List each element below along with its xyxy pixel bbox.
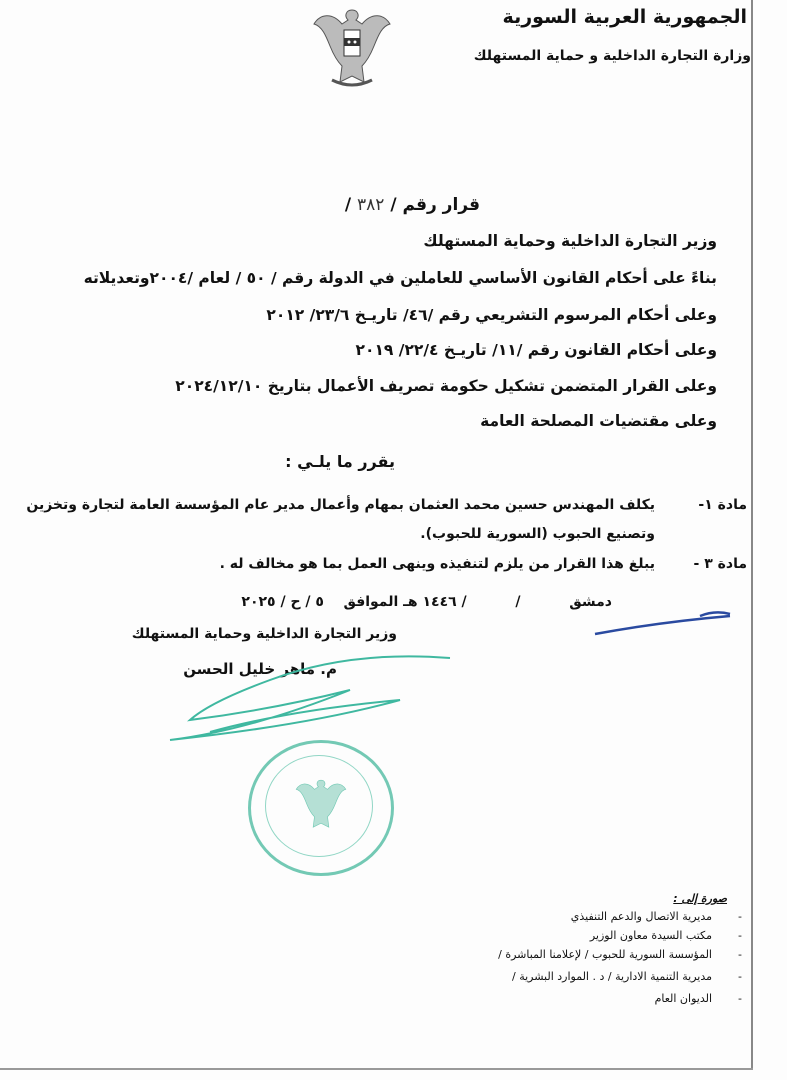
preamble-line: وعلى مقتضيات المصلحة العامة	[480, 412, 717, 430]
decides-heading: يقرر ما يلـي :	[285, 452, 395, 471]
cc-item: -المؤسسة السورية للحبوب / لإعلامنا المباشرة /	[498, 948, 742, 961]
handwritten-signature	[150, 640, 460, 750]
article-1	[26, 497, 747, 513]
decision-number	[345, 195, 480, 215]
cc-item: -مديرية التنمية الادارية / د . الموارد البشرية /	[512, 970, 742, 983]
cc-title: صورة إلى :	[673, 892, 727, 905]
ministry-header: وزارة التجارة الداخلية و حماية المستهلك	[473, 48, 751, 64]
decision-number-value: ٣٨٢	[357, 195, 385, 215]
article-3	[220, 556, 747, 572]
decision-suffix: /	[344, 195, 352, 215]
preamble-line: وعلى القرار المتضمن تشكيل حكومة تصريف الأعمال بتاريخ ٢٠٢٤/١٢/١٠	[175, 377, 717, 395]
preamble-line: بناءً على أحكام القانون الأساسي للعاملين في الدولة رقم / ٥٠ / لعام /٢٠٠٤وتعديلاته	[83, 269, 717, 287]
date-line: دمشق / / ١٤٤٦ هـ الموافق ٥ / ح / ٢٠٢٥	[241, 594, 612, 610]
page-edge-right	[751, 0, 753, 1070]
official-stamp	[248, 740, 394, 876]
stamp-eagle-icon	[293, 775, 349, 835]
minister-name: م. ماهر خليل الحسن	[183, 660, 337, 678]
minister-title: وزير التجارة الداخلية وحماية المستهلك	[131, 626, 397, 642]
country-header: الجمهورية العربية السورية	[502, 6, 747, 28]
cc-item: -مديرية الاتصال والدعم التنفيذي	[570, 910, 742, 923]
page-edge-bottom	[0, 1068, 753, 1070]
article-text: يبلغ هذا القرار من يلزم لتنفيذه وينهى العمل بما هو مخالف له .	[219, 556, 655, 572]
preamble-line: وعلى أحكام المرسوم التشريعي رقم /٤٦/ تاريـخ ٢٣/٦/ ٢٠١٢	[266, 306, 717, 324]
cc-item: -مكتب السيدة معاون الوزير	[589, 929, 742, 942]
eagle-emblem-icon	[312, 2, 392, 94]
article-label: مادة ١-	[698, 497, 747, 513]
decision-label: قرار رقم /	[390, 195, 480, 215]
article-1-continuation: وتصنيع الحبوب (السورية للحبوب).	[420, 526, 655, 542]
cc-item: -الديوان العام	[654, 992, 742, 1005]
preamble-line: وزير التجارة الداخلية وحماية المستهلك	[423, 232, 717, 250]
article-label: مادة ٣ -	[693, 556, 747, 572]
preamble-line: وعلى أحكام القانون رقم /١١/ تاريـخ ٢٢/٤/ ٢٠١٩	[355, 341, 717, 359]
blue-pen-mark	[590, 608, 740, 638]
article-text: يكلف المهندس حسين محمد العثمان بمهام وأعمال مدير عام المؤسسة العامة لتجارة وتخزين	[26, 497, 655, 513]
